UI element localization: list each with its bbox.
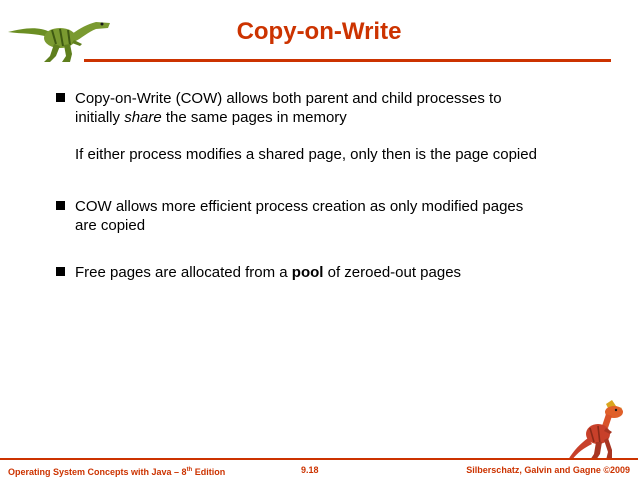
bullet-1-text-after: the same pages in memory: [161, 109, 347, 126]
footer-book-title: [8, 464, 225, 478]
footer-book-superscript: th: [186, 467, 193, 473]
bullet-2-line-1: COW allows more efficient process creation as only modified pages: [75, 198, 524, 215]
bullet-1-line-1: Copy-on-Write (COW) allows both parent and child processes to: [75, 90, 502, 107]
bullet-square-icon: [56, 267, 65, 276]
bullet-3-text-after: of zeroed-out pages: [323, 264, 462, 281]
footer-book-edition: Edition: [192, 467, 226, 477]
footer-page-number: 9.18: [301, 465, 319, 475]
bullet-3-text-before: Free pages are allocated from a: [75, 264, 292, 281]
bullet-square-icon: [56, 201, 65, 210]
footer-book-text: Operating System Concepts with Java – 8: [8, 467, 187, 477]
bullet-3-line-1: [75, 263, 461, 282]
footer-rule: [0, 458, 638, 460]
dinosaur-mascot-icon: [566, 398, 632, 462]
bullet-1-emphasis: share: [124, 109, 162, 126]
bullet-1-text-before: initially: [75, 109, 125, 126]
slide-title: Copy-on-Write: [236, 18, 402, 45]
bullet-square-icon: [56, 93, 65, 102]
bullet-2-line-2: are copied: [75, 217, 146, 234]
bullet-1-note: If either process modifies a shared page, only then is the page copied: [75, 146, 537, 163]
bullet-1-line-2: [75, 108, 347, 127]
footer-authors: Silberschatz, Galvin and Gagne ©2009: [466, 465, 630, 475]
bullet-3-strong: pool: [291, 264, 324, 281]
